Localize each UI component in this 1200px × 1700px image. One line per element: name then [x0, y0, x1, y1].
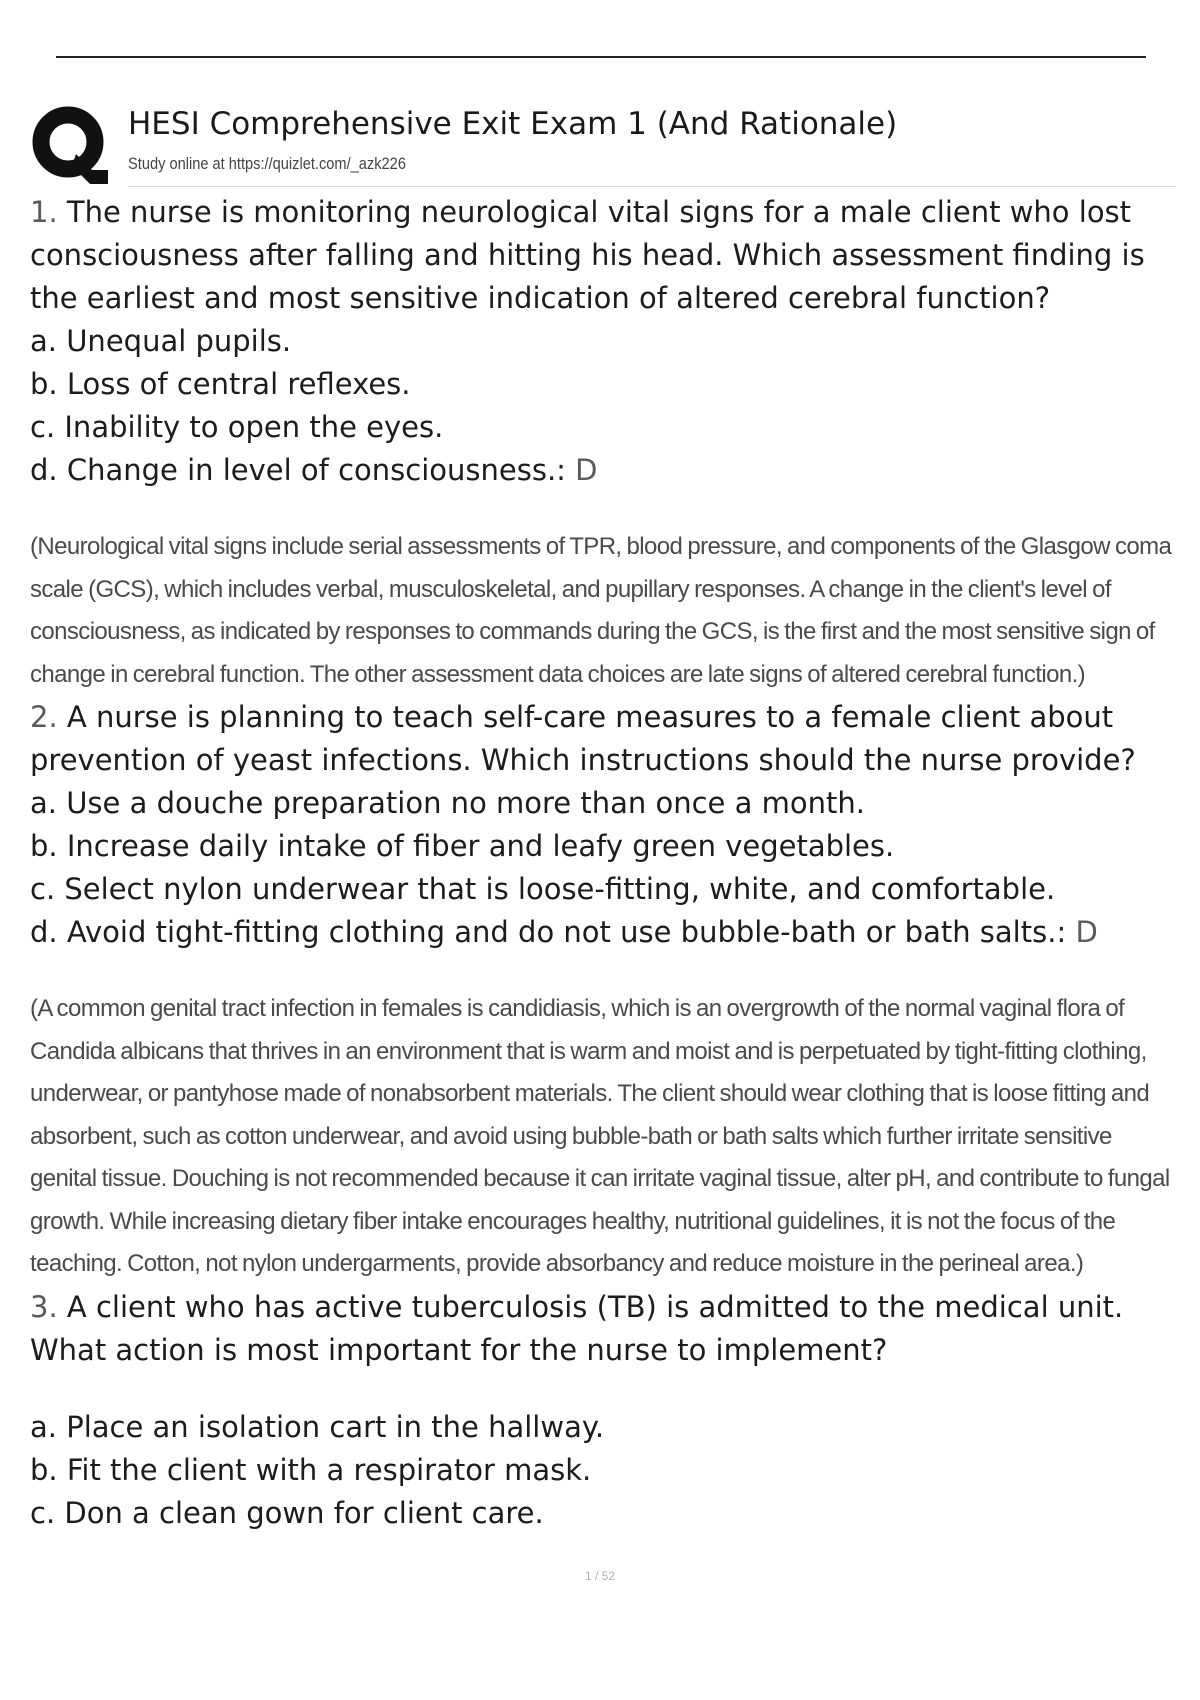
answer-key: D: [1075, 915, 1098, 949]
questions-content: [30, 191, 1178, 1535]
answer-option: a. Place an isolation cart in the hallway.: [30, 1409, 605, 1444]
question-text: A client who has active tuberculosis (TB) is admitted to the medical unit. What action is most important for the nurse to implement?: [30, 1289, 1124, 1367]
question-text: The nurse is monitoring neurological vital signs for a male client who lost consciousness after falling and hitting his head. Which assessment finding is the earliest and most sensitive indication of altered cerebral function?: [30, 195, 1145, 315]
answer-option: d. Change in level of consciousness.:: [30, 453, 566, 487]
answer-option: c. Don a clean gown for client care.: [30, 1495, 544, 1530]
question-number: 3.: [30, 1289, 58, 1324]
top-rule: [56, 56, 1146, 58]
answer-option-with-key: [30, 911, 1178, 954]
answer-option: c. Inability to open the eyes.: [30, 410, 444, 444]
answer-option: a. Unequal pupils.: [30, 324, 292, 358]
rationale-text: (A common genital tract infection in females is candidiasis, which is an overgrowth of the normal vaginal flora of Candida albicans that thrives in an environment that is warm and moist and is perpetuated by tight-fitting clothing, underwear, or pantyhose made of nonabsorbent materials. The client should wear clothing that is loose fitting and absorbent, such as cotton underwear, and avoid using bubble-bath or bath salts which further irritate sensitive genital tissue. Douching is not recommended because it can irritate vaginal tissue, alter pH, and contribute to fungal growth. While increasing dietary fiber intake encourages healthy, nutritional guidelines, it is not the focus of the teaching. Cotton, not nylon undergarments, provide absorbancy and reduce moisture in the perineal area.): [30, 995, 1170, 1277]
page-number: 1 / 52: [584, 1569, 616, 1583]
question-stem: [30, 191, 1178, 320]
answer-option: b. Fit the client with a respirator mask.: [30, 1452, 592, 1487]
question-stem: [30, 696, 1178, 782]
answer-options: [30, 1406, 1178, 1535]
answer-options: [30, 320, 1178, 492]
answer-option-with-key: [30, 449, 1178, 492]
rationale-text: (Neurological vital signs include serial assessments of TPR, blood pressure, and components of the Glasgow coma scale (GCS), which includes verbal, musculoskeletal, and pupillary responses. A change in the client's level of consciousness, as indicated by responses to commands during the GCS, is the first and the most sensitive sign of change in cerebral function. The other assessment data choices are late signs of altered cerebral function.): [30, 533, 1172, 688]
answer-option: b. Loss of central reflexes.: [30, 367, 411, 401]
study-link-text: Study online at https://quizlet.com/_azk226: [128, 154, 406, 173]
question-number: 2.: [30, 700, 58, 734]
answer-option: d. Avoid tight-fitting clothing and do not use bubble-bath or bath salts.:: [30, 915, 1067, 949]
question-block: [30, 191, 1178, 492]
question-block: [30, 1286, 1178, 1535]
question-stem: [30, 1286, 1178, 1372]
question-text: A nurse is planning to teach self-care measures to a female client about prevention of yeast infections. Which instructions should the nurse provide?: [30, 700, 1136, 777]
question-block: [30, 696, 1178, 954]
question-number: 1.: [30, 195, 58, 229]
document-header: [30, 104, 1176, 188]
answer-option: b. Increase daily intake of fiber and leafy green vegetables.: [30, 829, 895, 863]
header-divider: [128, 186, 1176, 187]
answer-options: [30, 782, 1178, 954]
answer-option: c. Select nylon underwear that is loose-fitting, white, and comfortable.: [30, 872, 1056, 906]
answer-key: D: [575, 453, 598, 487]
document-title: HESI Comprehensive Exit Exam 1 (And Rationale): [128, 106, 898, 142]
answer-option: a. Use a douche preparation no more than once a month.: [30, 786, 865, 820]
quizlet-logo-icon: [30, 104, 110, 184]
